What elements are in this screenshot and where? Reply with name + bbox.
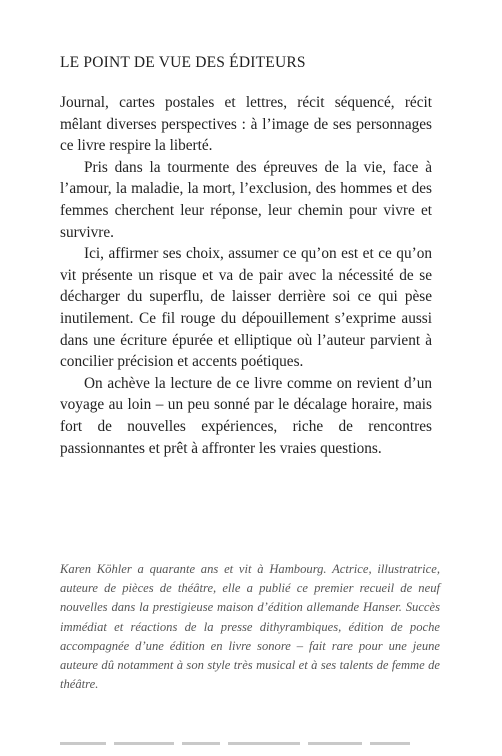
cropped-text-line (60, 742, 440, 756)
author-bio: Karen Köhler a quarante ans et vit à Hambourg. Actrice, illustratrice, auteure de pièces de théâtre, elle a publié ce premier recueil de neuf nouvelles dans la prestigieuse maison d’édition allemande Hanser. Succès immédiat et réactions de la presse dithyrambiques, édition de poche accompagnée d’une édition en livre sonore – fait rare pour une jeune auteure dû notamment à son style très musical et à ses talents de femme de théâtre. (60, 562, 440, 692)
paragraph-2: Pris dans la tourmente des épreuves de la vie, face à l’amour, la maladie, la mort, l’exclusion, des hommes et des femmes cherchent leur réponse, leur chemin pour vivre et survivre. (60, 158, 432, 241)
paragraph-1: Journal, cartes postales et lettres, récit séquencé, récit mêlant diverses perspectives : à l’image de ses personnages ce livre respire la liberté. (60, 94, 432, 155)
paragraph-3: Ici, affirmer ses choix, assumer ce qu’on est et ce qu’on vit présente un risque et va de pair avec la nécessité de se décharger du superflu, de laisser derrière soi ce qui pèse inutilement. Ce fil rouge du dépouillement s’exprime aussi dans une écriture épurée et elliptique où l’auteur parvient à concilier précision et accents poétiques. (60, 245, 432, 371)
section-heading: LE POINT DE VUE DES ÉDITEURS (60, 54, 306, 71)
publisher-review-text (60, 92, 432, 459)
paragraph-4: On achève la lecture de ce livre comme on revient d’un voyage au loin – un peu sonné par le décalage horaire, mais fort de nouvelles expériences, riche de rencontres passionnantes et prêt à affronter les vraies questions. (60, 374, 432, 457)
